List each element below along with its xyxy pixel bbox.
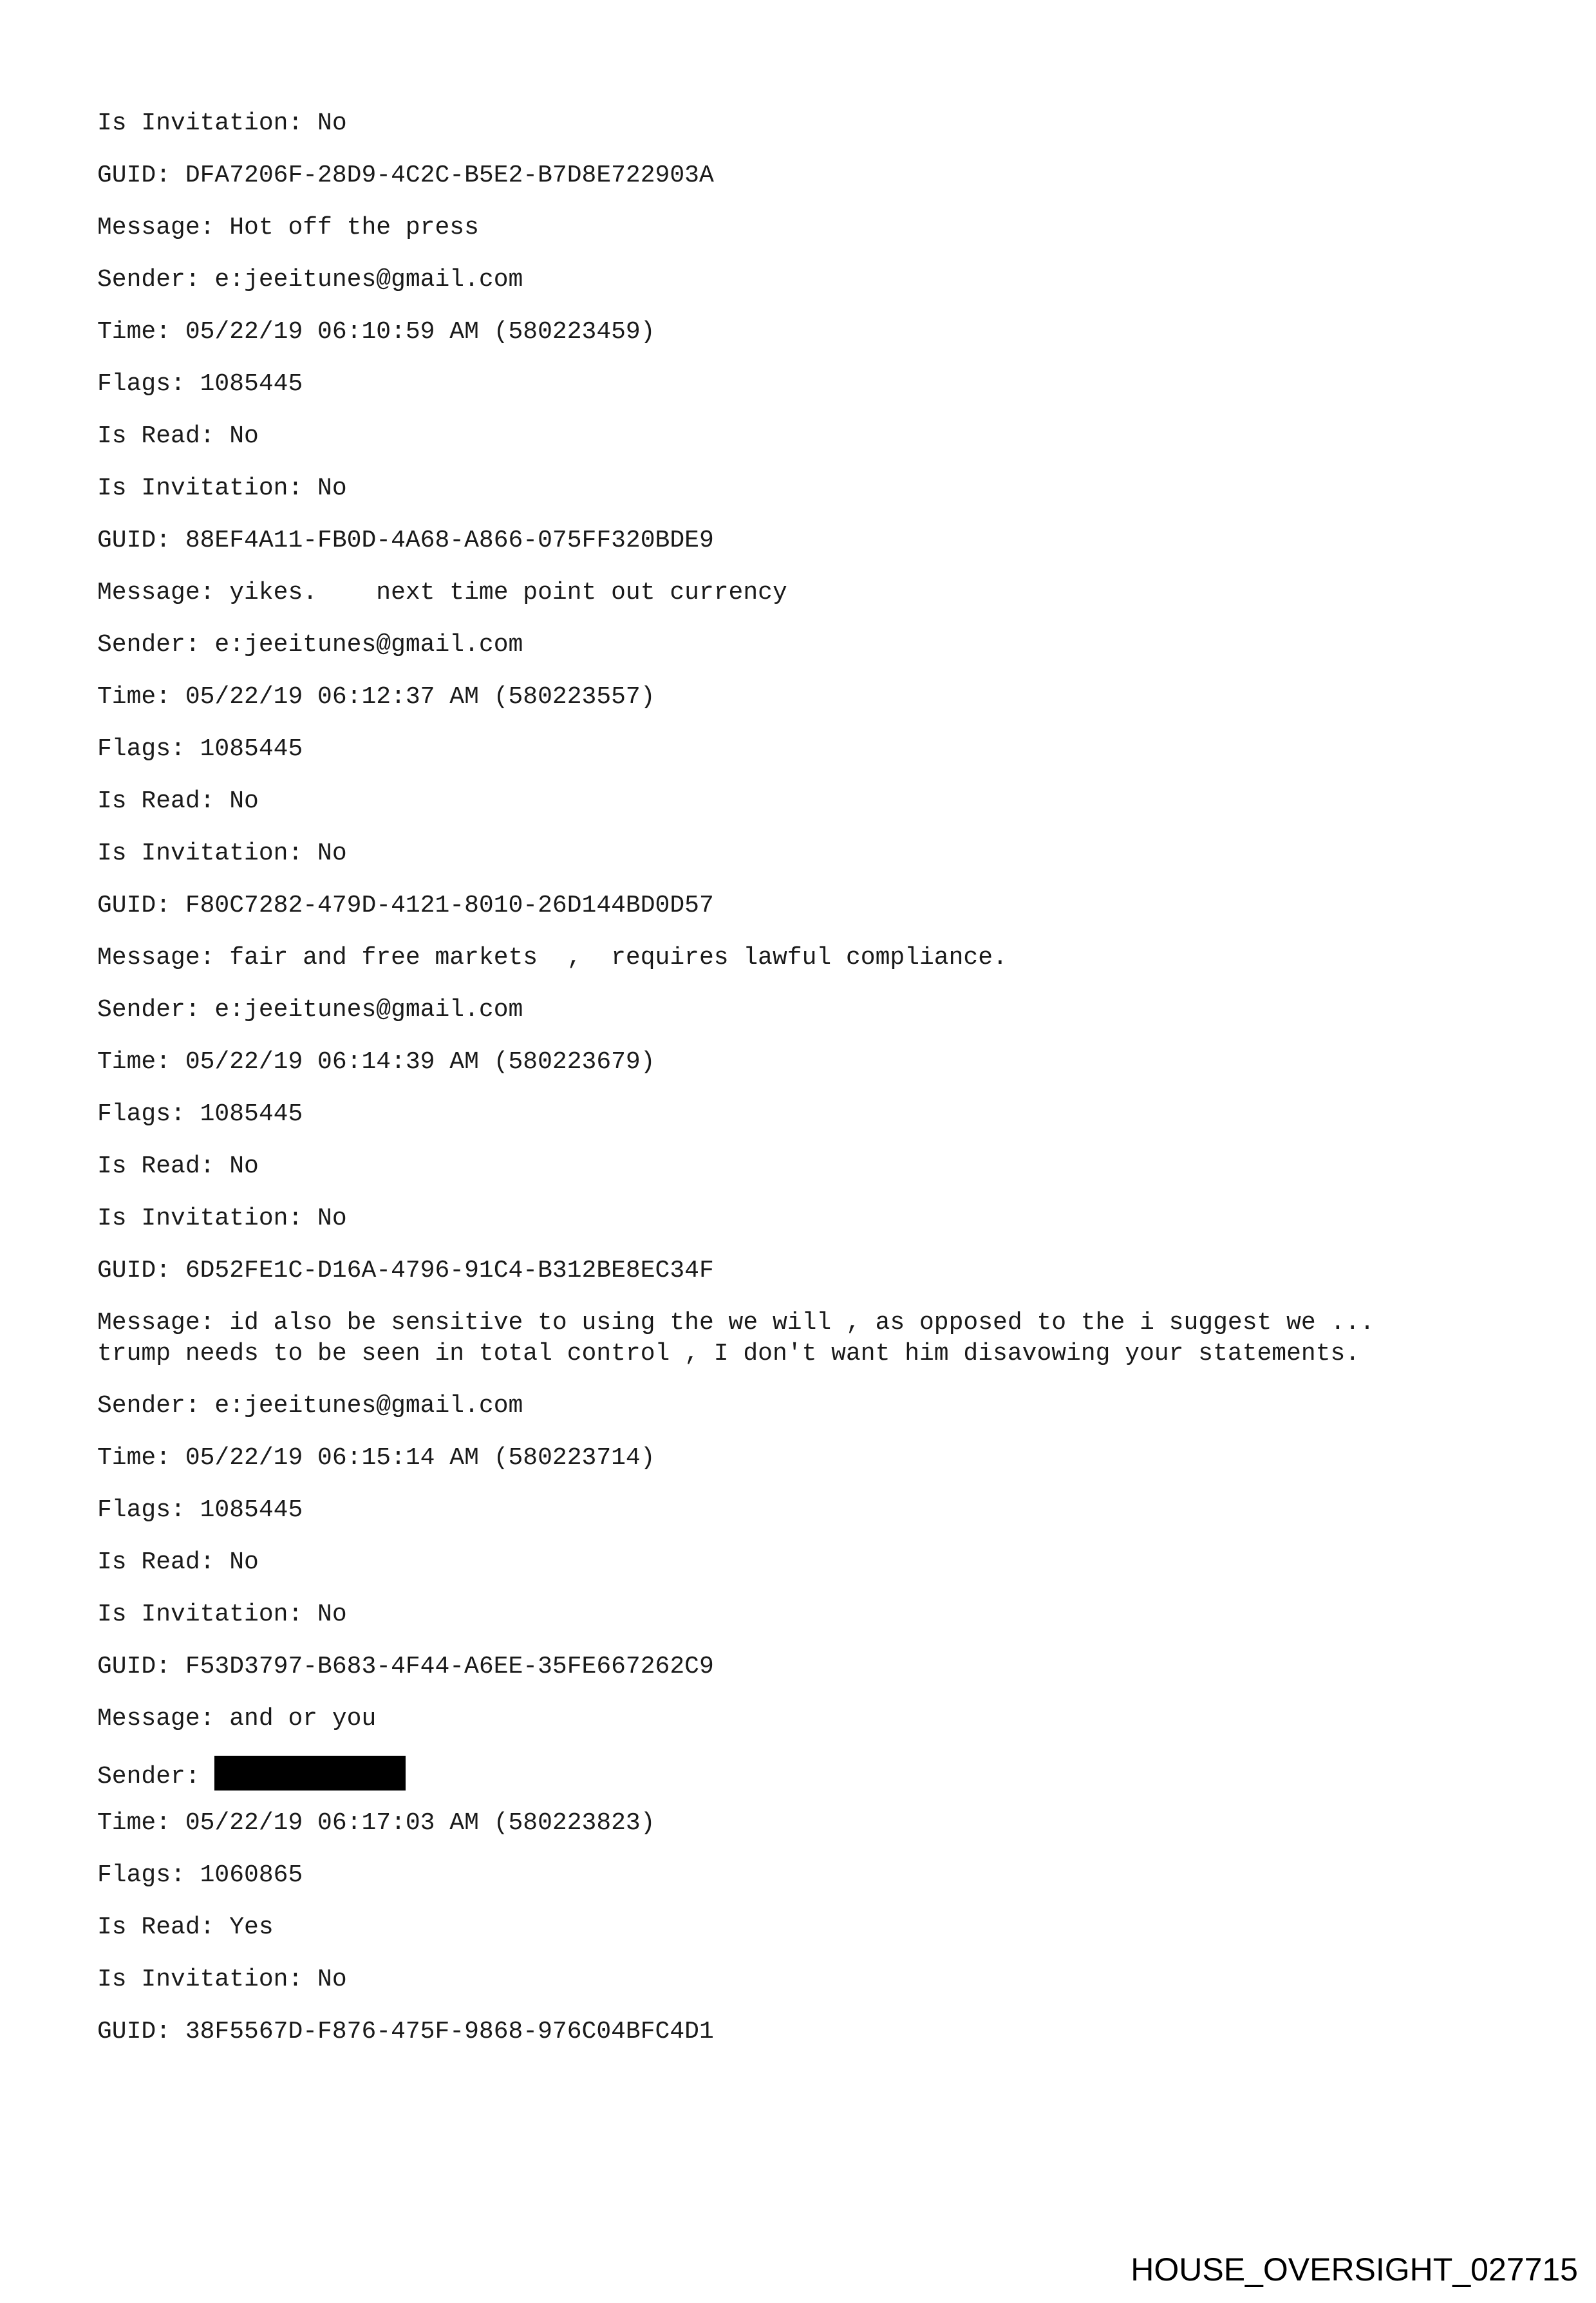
sender-line: Sender: e:jeeitunes@gmail.com [97,996,523,1024]
message-entry [97,1391,1539,1734]
time-line: Time: 05/22/19 06:17:03 AM (580223823) [97,1809,655,1837]
message-entry [97,265,1539,608]
flags-line: Flags: 1060865 [97,1861,303,1889]
guid-line: GUID: 6D52FE1C-D16A-4796-91C4-B312BE8EC34F [97,1257,714,1284]
bates-number: HOUSE_OVERSIGHT_027715 [1131,2251,1578,2288]
is-read-line: Is Read: Yes [97,1913,274,1941]
flags-line: Flags: 1085445 [97,370,303,398]
message-entry-fragment [97,108,1539,243]
flags-line: Flags: 1085445 [97,735,303,763]
time-line: Time: 05/22/19 06:12:37 AM (580223557) [97,683,655,711]
is-read-line: Is Read: No [97,1152,259,1180]
is-invitation-line: Is Invitation: No [97,475,347,502]
is-read-line: Is Read: No [97,422,259,450]
guid-line: GUID: F80C7282-479D-4121-8010-26D144BD0D57 [97,892,714,919]
is-invitation-line: Is Invitation: No [97,1966,347,1993]
time-line: Time: 05/22/19 06:14:39 AM (580223679) [97,1048,655,1076]
message-entry [97,995,1539,1369]
message-line: Message: and or you [97,1705,377,1733]
sender-line: Sender: e:jeeitunes@gmail.com [97,1392,523,1420]
is-read-line: Is Read: No [97,1548,259,1576]
message-line: Message: Hot off the press [97,214,479,241]
message-line: Message: fair and free markets , requires lawful compliance. [97,944,1008,972]
guid-line: GUID: 38F5567D-F876-475F-9868-976C04BFC4D1 [97,2018,714,2045]
is-invitation-line: Is Invitation: No [97,109,347,137]
is-invitation-line: Is Invitation: No [97,1205,347,1232]
sender-line [97,1756,1539,1791]
sender-label: Sender: [97,1763,200,1791]
message-entry [97,630,1539,973]
sender-line: Sender: e:jeeitunes@gmail.com [97,631,523,659]
flags-line: Flags: 1085445 [97,1100,303,1128]
time-line: Time: 05/22/19 06:10:59 AM (580223459) [97,318,655,346]
message-line: Message: id also be sensitive to using the we will , as opposed to the i suggest we ... trump needs to be seen in total control , I don't want him disavowing your statements. [97,1309,1375,1368]
message-entry-redacted [97,1756,1539,2047]
flags-line: Flags: 1085445 [97,1496,303,1524]
document-body [97,108,1539,2069]
guid-line: GUID: F53D3797-B683-4F44-A6EE-35FE667262C9 [97,1653,714,1680]
time-line: Time: 05/22/19 06:15:14 AM (580223714) [97,1444,655,1472]
is-read-line: Is Read: No [97,787,259,815]
redaction-box [214,1756,406,1791]
sender-line: Sender: e:jeeitunes@gmail.com [97,266,523,294]
is-invitation-line: Is Invitation: No [97,1601,347,1628]
is-invitation-line: Is Invitation: No [97,840,347,867]
guid-line: GUID: 88EF4A11-FB0D-4A68-A866-075FF320BDE9 [97,527,714,554]
message-line: Message: yikes. next time point out currency [97,579,787,606]
guid-line: GUID: DFA7206F-28D9-4C2C-B5E2-B7D8E722903A [97,162,714,189]
